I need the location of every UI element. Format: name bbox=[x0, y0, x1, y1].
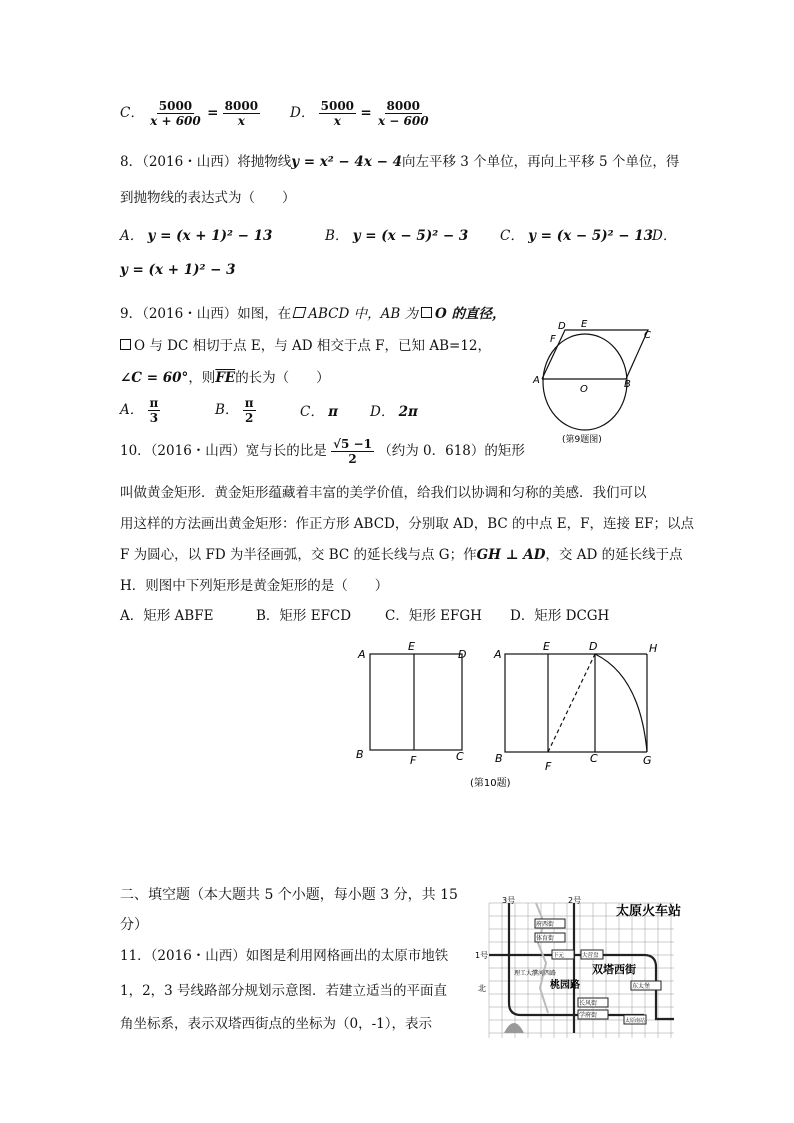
q8-option-d-formula: y = (x + 1)² − 3 bbox=[120, 262, 236, 278]
q10-option-a: A．矩形 ABFE bbox=[120, 608, 214, 624]
svg-text:B: B bbox=[495, 752, 503, 765]
svg-text:E: E bbox=[543, 640, 550, 653]
svg-text:A: A bbox=[358, 648, 366, 661]
svg-text:2号: 2号 bbox=[568, 896, 582, 905]
svg-text:理工大学: 理工大学 bbox=[514, 970, 539, 977]
label-D: D bbox=[558, 321, 566, 332]
q10-line-4: F 为圆心，以 FD 为半径画弧，交 BC 的延长线与点 G；作GH ⊥ AD，交 AD 的延长线于点 bbox=[120, 547, 683, 563]
svg-text:1号: 1号 bbox=[475, 951, 489, 960]
svg-text:A: A bbox=[494, 648, 502, 661]
circle-symbol-icon bbox=[421, 307, 432, 318]
label-F: F bbox=[550, 334, 556, 345]
q9-option-c: C． π bbox=[300, 404, 339, 420]
q11-line-3: 角坐标系，表示双塔西街点的坐标为（0，-1），表示 bbox=[120, 1016, 432, 1032]
svg-text:H: H bbox=[649, 642, 658, 655]
svg-text:E: E bbox=[408, 640, 415, 653]
svg-text:长风街: 长风街 bbox=[579, 1000, 598, 1007]
option-label: C． bbox=[120, 105, 144, 121]
q8-line-1: 8．（2016・山西）将抛物线y = x² − 4x − 4向左平移 3 个单位，再向上平移 5 个单位，得 bbox=[120, 154, 680, 170]
q10-option-c: C．矩形 EFGH bbox=[385, 608, 482, 624]
q10-line-3: 用这样的方法画出黄金矩形：作正方形 ABCD，分别取 AD，BC 的中点 E，F，连接 EF；以点 bbox=[120, 516, 695, 532]
q9-option-a: A． $\frac{\pi}{3}$ bbox=[120, 396, 159, 425]
figure-q9 bbox=[530, 318, 660, 448]
q8-option-c: C． y = (x − 5)² − 13 bbox=[500, 228, 654, 244]
q10-line-5: H．则图中下列矩形是黄金矩形的是（ ） bbox=[120, 578, 389, 594]
q8-line-2: 到抛物线的表达式为（ ） bbox=[120, 190, 296, 206]
fraction: $\frac{5000}{x}$ bbox=[320, 99, 355, 128]
q9-line-1: 9．（2016・山西）如图，在 ABCD 中，AB 为 O 的直径， bbox=[120, 306, 506, 322]
figure-caption: (第9题图) bbox=[562, 435, 602, 445]
svg-text:F: F bbox=[545, 760, 552, 773]
q9-option-d: D． 2π bbox=[370, 404, 418, 420]
fraction: $\frac{√5 -1}{2}$ bbox=[333, 437, 372, 466]
q10-option-b: B．矩形 EFCD bbox=[256, 608, 352, 624]
svg-text:3号: 3号 bbox=[502, 896, 516, 905]
figure-caption: (第10题) bbox=[470, 778, 511, 789]
q7-option-d: D． $\frac{5000}{x}$ = $\frac{8000}{x - 600}$ bbox=[290, 99, 429, 128]
label-O: O bbox=[580, 384, 588, 395]
figure-q10 bbox=[350, 636, 670, 794]
svg-text:桃园路: 桃园路 bbox=[550, 980, 580, 991]
fraction: $\frac{5000}{x + 600}$ bbox=[150, 99, 201, 128]
parallelogram-icon bbox=[293, 307, 307, 318]
svg-text:双塔西街: 双塔西街 bbox=[592, 963, 636, 976]
math-formula: y = x² − 4x − 4 bbox=[291, 154, 402, 170]
label-C: C bbox=[644, 330, 651, 341]
section-heading-cont: 分） bbox=[120, 917, 148, 933]
svg-text:D: D bbox=[589, 640, 598, 653]
q8-option-d: D． bbox=[652, 228, 677, 244]
q11-line-1: 11．（2016・山西）如图是利用网格画出的太原市地铁 bbox=[120, 948, 449, 964]
q11-line-2: 1，2，3 号线路部分规划示意图．若建立适当的平面直 bbox=[120, 983, 448, 999]
q9-option-b: B． $\frac{\pi}{2}$ bbox=[215, 396, 254, 425]
label-B: B bbox=[624, 379, 631, 390]
label-E: E bbox=[581, 319, 588, 330]
q8-option-b: B． y = (x − 5)² − 3 bbox=[325, 228, 469, 244]
svg-text:G: G bbox=[643, 754, 652, 767]
svg-text:大营盘: 大营盘 bbox=[582, 953, 599, 959]
section-heading: 二、填空题（本大题共 5 个小题，每小题 3 分，共 15 bbox=[120, 887, 458, 903]
svg-text:C: C bbox=[590, 752, 598, 765]
q8-option-a: A． y = (x + 1)² − 13 bbox=[120, 228, 273, 244]
q10-line-1: 10．（2016・山西）宽与长的比是 $\frac{√5 -1}{2}$ （约为 0．618）的矩形 bbox=[120, 437, 525, 466]
metro-map bbox=[474, 893, 682, 1043]
circle-symbol-icon bbox=[120, 339, 131, 350]
svg-text:下元: 下元 bbox=[553, 953, 565, 959]
svg-text:府西街: 府西街 bbox=[536, 921, 555, 928]
svg-text:太原火车站: 太原火车站 bbox=[616, 904, 682, 919]
svg-text:D: D bbox=[458, 648, 467, 661]
svg-text:滨河西路: 滨河西路 bbox=[532, 970, 557, 977]
q7-option-c: C． $\frac{5000}{x + 600}$ = $\frac{8000}{x}$ bbox=[120, 99, 259, 128]
q9-line-2: O 与 DC 相切于点 E，与 AD 相交于点 F，已知 AB=12， bbox=[120, 334, 491, 354]
option-label: D． bbox=[290, 105, 315, 121]
fraction: $\frac{8000}{x - 600}$ bbox=[377, 99, 429, 128]
svg-text:学府街: 学府街 bbox=[579, 1012, 598, 1019]
fraction: $\frac{8000}{x}$ bbox=[224, 99, 259, 128]
q10-line-2: 叫做黄金矩形．黄金矩形蕴藏着丰富的美学价值，给我们以协调和匀称的美感．我们可以 bbox=[120, 485, 647, 501]
svg-text:太原南站: 太原南站 bbox=[625, 1018, 646, 1024]
svg-text:东太堡: 东太堡 bbox=[632, 983, 651, 990]
q9-line-3: ∠C = 60°，则$\overline{FE}$的长为（ ） bbox=[120, 370, 330, 386]
label-A: A bbox=[533, 375, 540, 386]
svg-text:F: F bbox=[410, 754, 417, 767]
svg-text:B: B bbox=[356, 748, 364, 761]
svg-text:北: 北 bbox=[478, 984, 486, 993]
svg-text:体育街: 体育街 bbox=[536, 935, 555, 942]
q10-option-d: D．矩形 DCGH bbox=[510, 608, 610, 624]
svg-text:C: C bbox=[456, 750, 464, 763]
